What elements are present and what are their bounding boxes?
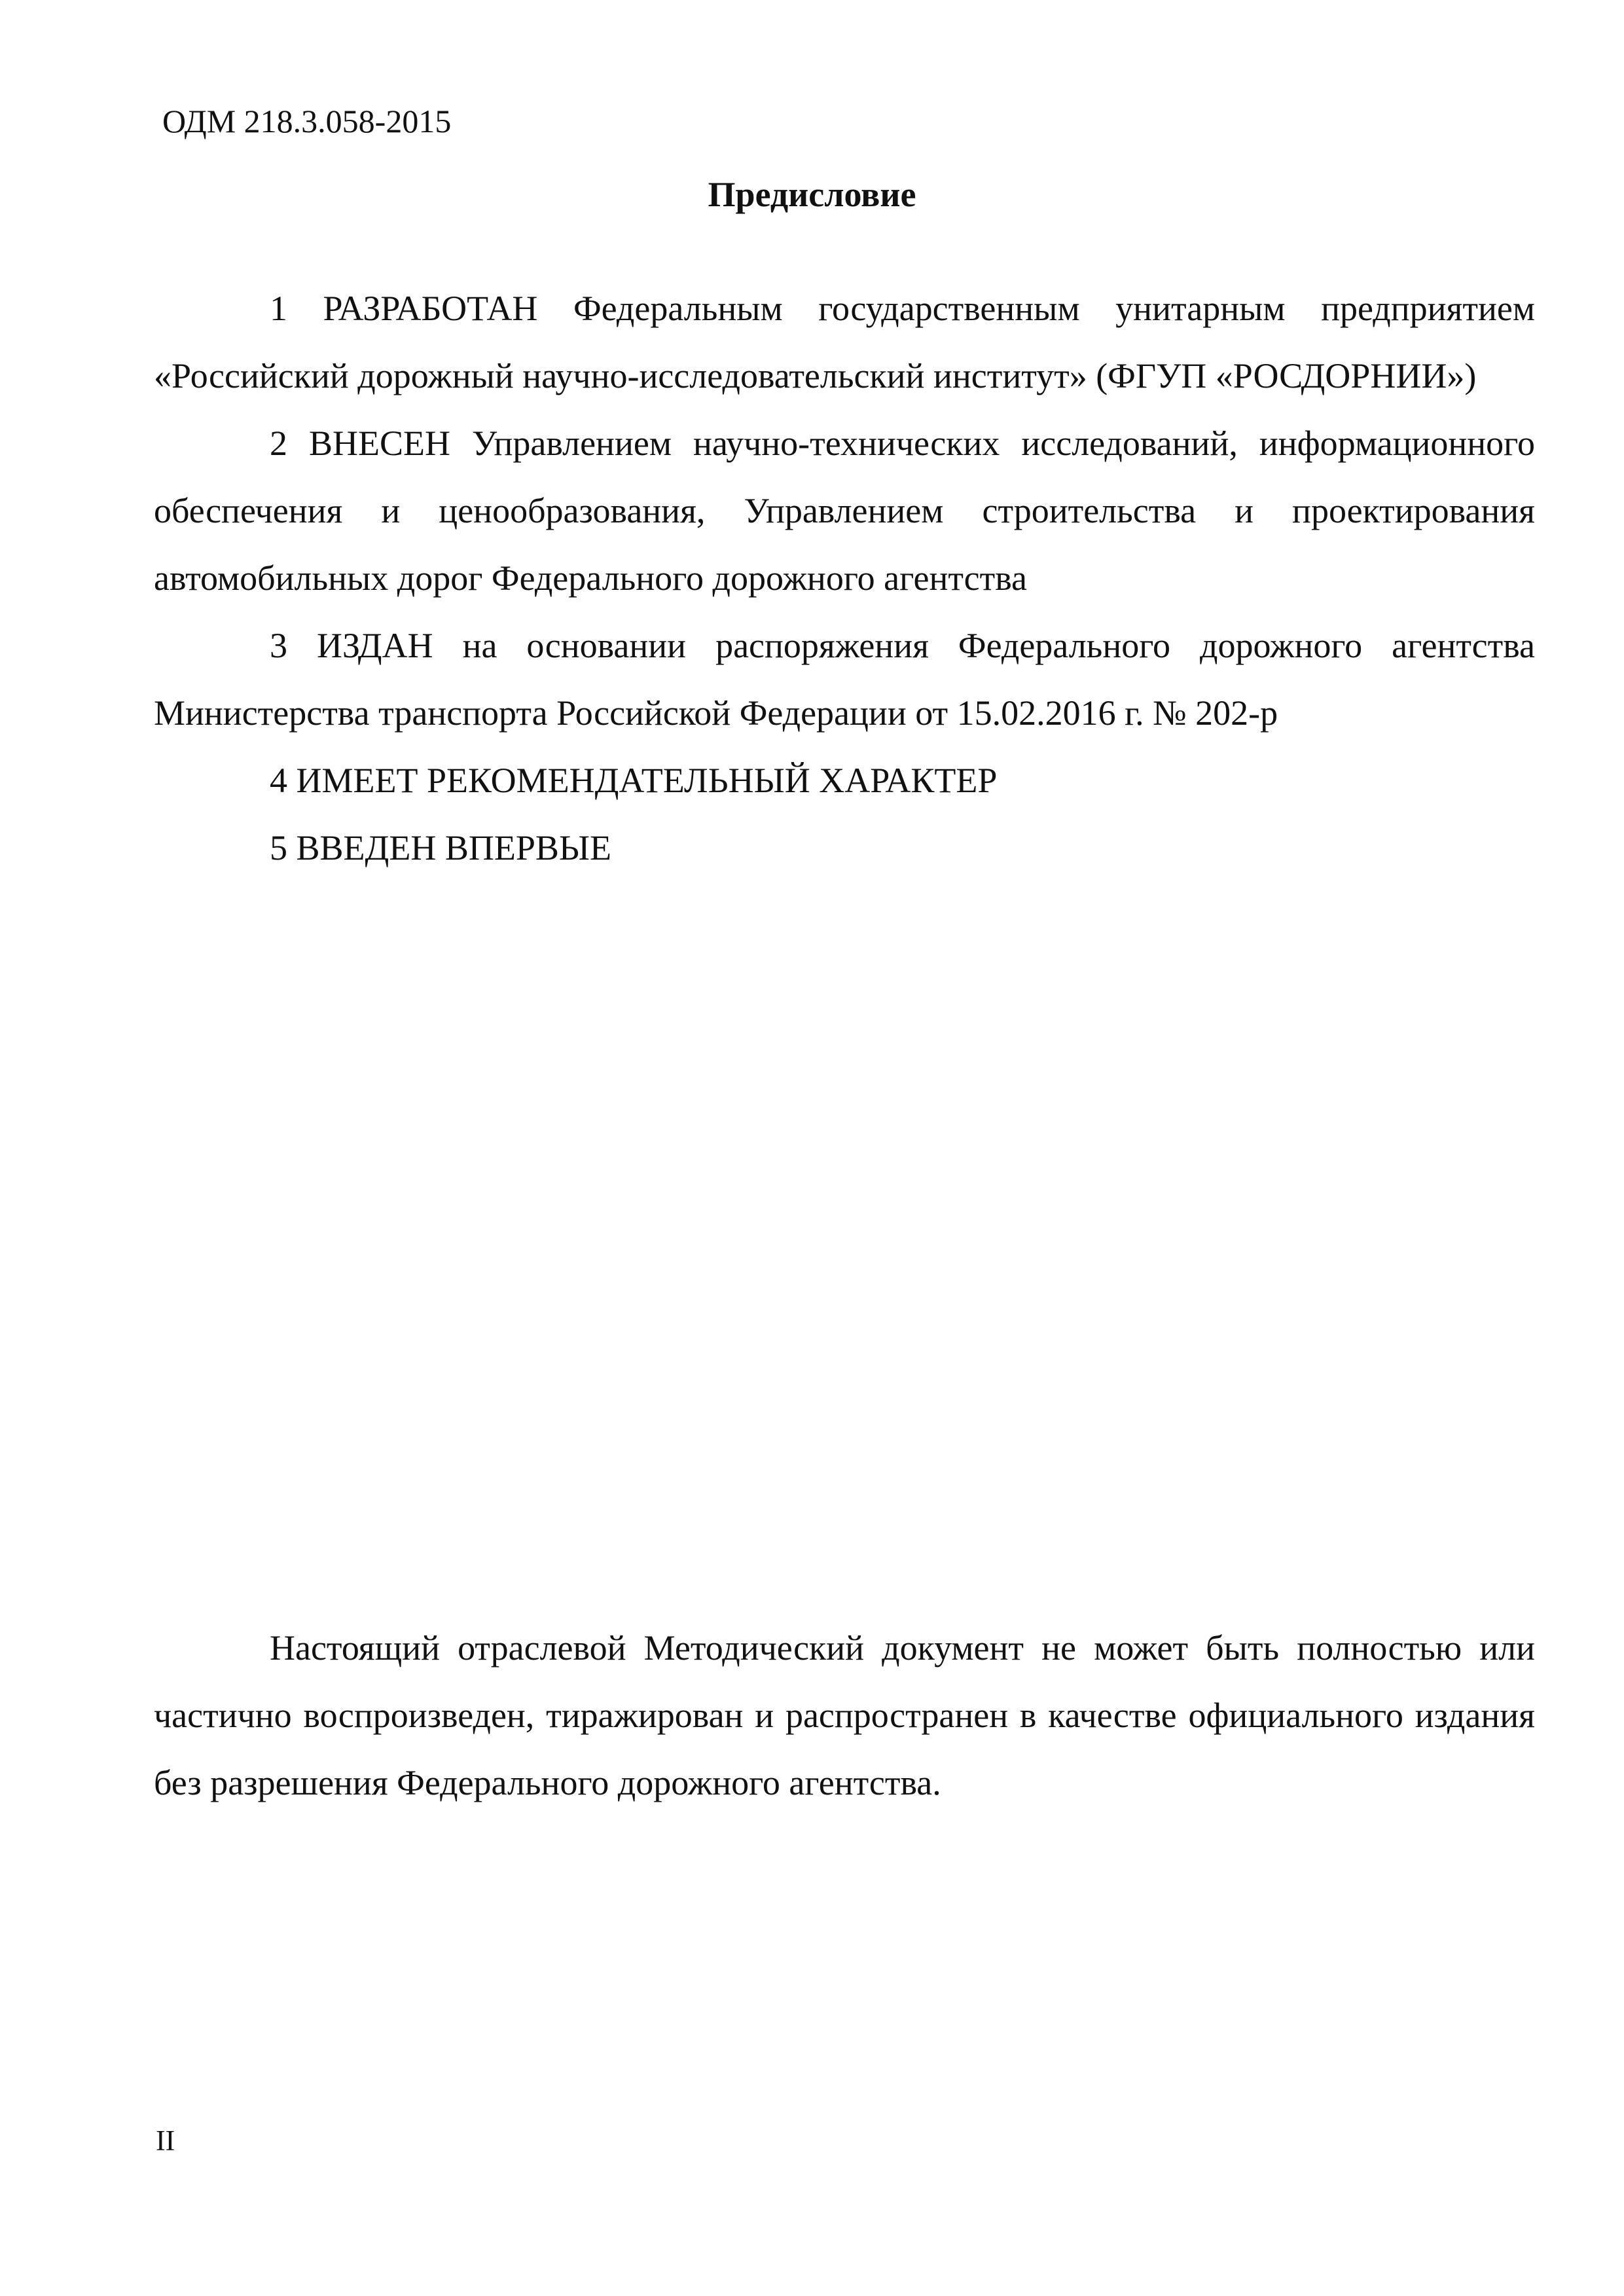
page-number: II	[156, 2124, 175, 2157]
document-code: ОДМ 218.3.058-2015	[162, 103, 452, 139]
foreword-item-issued: 3 ИЗДАН на основании распоряжения Федерального дорожного агентства Министерства транспорта Российской Федерации от 15.02.2016 г. № 202-р	[154, 626, 1535, 733]
page-title: Предисловие	[708, 175, 916, 214]
foreword-item-developed: 1 РАЗРАБОТАН Федеральным государственным унитарным предприятием «Российский дорожный научно-исследовательский институт» (ФГУП «РОСДОРНИИ»)	[154, 289, 1535, 395]
foreword-items	[154, 275, 1535, 882]
copyright-notice	[154, 1614, 1535, 1817]
foreword-item-recommendatory: 4 ИМЕЕТ РЕКОМЕНДАТЕЛЬНЫЙ ХАРАКТЕР	[270, 761, 998, 800]
foreword-item-submitted: 2 ВНЕСЕН Управлением научно-технических исследований, информационного обеспечения и ценообразования, Управлением строительства и проектирования автомобильных дорог Федерального дорожного агентства	[154, 424, 1535, 598]
foreword-item-first-introduced: 5 ВВЕДЕН ВПЕРВЫЕ	[270, 828, 611, 867]
copyright-notice-text: Настоящий отраслевой Методический документ не может быть полностью или частично воспроизведен, тиражирован и распространен в качестве официального издания без разрешения Федерального дорожного агентства.	[154, 1628, 1535, 1802]
